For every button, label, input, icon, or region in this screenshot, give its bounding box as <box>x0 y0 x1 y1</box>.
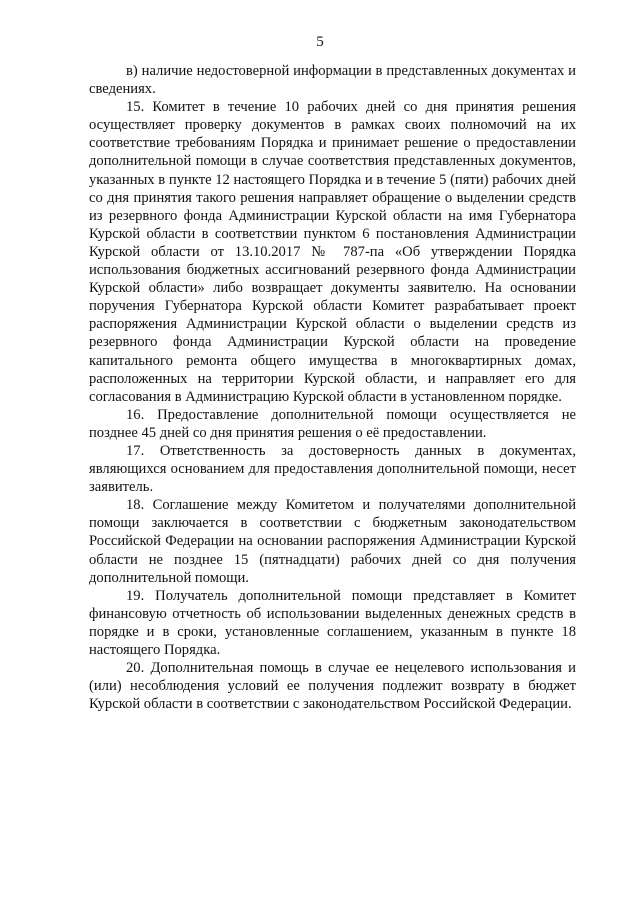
paragraph-18: 18. Соглашение между Комитетом и получателями дополнительной помощи заключается в соответствии с бюджетным законодательством Российской Федерации на основании распоряжения Администрации Курской области не позднее 15 (пятнадцати) рабочих дней со дня получения дополнительной помощи. <box>89 497 576 586</box>
page-number: 5 <box>316 34 324 50</box>
paragraph-19: 19. Получатель дополнительной помощи представляет в Комитет финансовую отчетность об использовании выделенных денежных средств в порядке и в сроки, установленные соглашением, указанным в пункте 18 настоящего Порядка. <box>89 587 576 658</box>
paragraph-20: 20. Дополнительная помощь в случае ее нецелевого использования и (или) несоблюдения условий ее получения подлежит возврату в бюджет Курской области в соответствии с законодательством Российской Федерации. <box>89 660 576 713</box>
paragraph-17: 17. Ответственность за достоверность данных в документах, являющихся основанием для предоставления дополнительной помощи, несет заявитель. <box>89 442 576 496</box>
paragraph-14v: в) наличие недостоверной информации в представленных документах и сведениях. <box>89 63 576 98</box>
paragraph-16: 16. Предоставление дополнительной помощи осуществляется не позднее 45 дней со дня принятия решения о её предоставлении. <box>89 406 576 441</box>
paragraph-15: 15. Комитет в течение 10 рабочих дней со дня принятия решения осуществляет проверку документов в рамках своих полномочий на их соответствие требованиям Порядка и принимает решение о предоставлении дополнительной помощи в случае соответствия представленных документов, указанных в пункте 12 настоящего Порядка и в течение 5 (пяти) рабочих дней со дня принятия такого решения направляет обращение о выделении средств из резервного фонда Администрации Курской области на имя Губернатора Курской области в соответствии пунктом 6 постановления Администрации Курской области от 13.10.2017 № 787-па «Об утверждении Порядка использования бюджетных ассигнований резервного фонда Администрации Курской области» либо возвращает документы заявителю. На основании поручения Губернатора Курской области Комитет разрабатывает проект распоряжения Администрации Курской области о выделении средств из резервного фонда Администрации Курской области на проведение капитального ремонта общего имущества в многоквартирных домах, расположенных на территории Курской области, и направляет его для согласования в Администрацию Курской области в установленном порядке. <box>89 99 576 405</box>
document-body <box>89 62 576 713</box>
